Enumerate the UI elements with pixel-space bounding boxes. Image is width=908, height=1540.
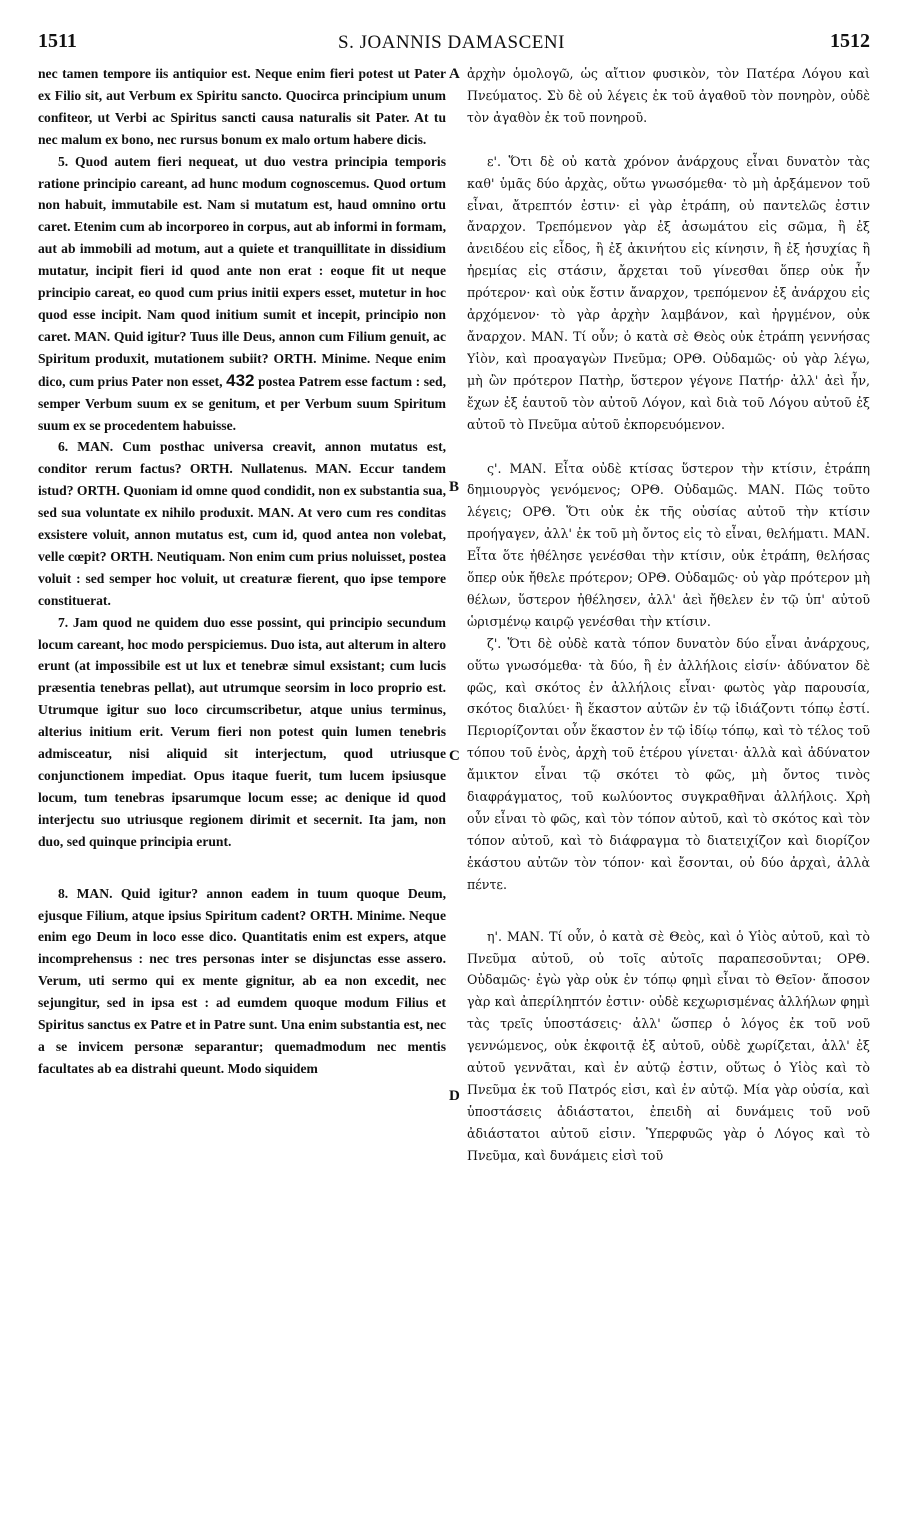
latin-paragraph-8: 8. MAN. Quid igitur? annon eadem in tuum quoque Deum, ejusque Filium, atque ipsius Spiritum cadent? ORTH. Minime. Neque enim ego Deum in loco esse dico. Quantitatis enim est expers, atque incomprehensus : nec tres personas inter se disjunctas esse assero. Verum, uti sermo qui ex mente gignitur, ab ea non excedit, nec sejungitur, sed in ipsa est : ad eumdem quoque modum Filius et Spiritus sanctus ex Patre et in Patre sunt. Una enim substantia est, nec a se invicem personæ separantur; quemadmodum nec mentis facultates ab ea distrahi queunt. Modo siquidem (38, 885, 446, 1076)
right-column-number: 1512 (830, 30, 870, 52)
margin-marker-d: D (449, 1088, 460, 1104)
greek-column (467, 63, 870, 1523)
latin-paragraph-5-tail: postea Patrem esse factum : sed, semper Verbum suum ex se genitum, et per Verbum suum Spiritum suum ex se procedentem habuisse. (38, 373, 446, 433)
greek-paragraph-5: ε'. Ὅτι δὲ οὐ κατὰ χρόνον ἀνάρχους εἶναι δυνατὸν τὰς καθ' ὑμᾶς δύο ἀρχὰς, οὕτω γνωσόμεθα· τὸ μὴ ἀρξάμενον τοῦ εἶναι, ἄτρεπτόν ἐστιν· εἰ γὰρ ἐτράπη, οὐ παντελῶς ἐστιν ἄναρχον. Τρεπόμενον γὰρ ἐξ ἀσωμάτου εἰς σῶμα, ἢ ἐξ ἀνειδέου εἰς εἶδος, ἢ ἐξ ἀκινήτου εἰς κίνησιν, ἢ ἐξ ἡσυχίας ἢ ἠρεμίας εἰς στάσιν, ἄρχεται τοῦ γίνεσθαι ὅπερ οὐκ ἦν πρότερον· καὶ οὐκ ἔστιν ἄναρχον, τρεπόμενον ἐξ ἀνάρχου εἰς ἀρχόμενον· τὸ γὰρ ἀρχὴν λαμβάνον, καὶ ἠργμένον, οὐκ ἄναρχον. ΜΑΝ. Τί οὖν; ὁ κατὰ σὲ Θεὸς οὐκ ἐτράπη γεννήσας Υἱὸν, καὶ προαγαγὼν Πνεῦμα; ΟΡΘ. Οὐδαμῶς· οὐ γὰρ λέγω, μὴ ὢν πρότερον Πατὴρ, ὕστερον γέγονε Πατήρ· ἀλλ' ἀεὶ ἦν, ἔχων ἐξ ἑαυτοῦ τὸν αὐτοῦ Λόγον, καὶ διὰ τοῦ Λόγου αὐτοῦ ἐξ αὐτοῦ τὸ Πνεῦμα αὐτοῦ ἐκπορευόμενον. (467, 153, 870, 432)
running-title: S. JOANNIS DAMASCENI (338, 32, 565, 53)
latin-column (38, 63, 446, 1523)
latin-paragraph-5-text: 5. Quod autem fieri nequeat, ut duo vestra principia temporis ratione principio careant, ad hunc modum cognoscemus. Quod ortum non habuit, immutabile est. Nam si mutatum est, haud omnino ortu caret. Etenim cum ab incorporeo in corpus, aut ab informi in formam, aut ab immobili ad motum, aut a quiete et tranquillitate in dissidium mutatur, incipit fieri id quod ante non erat : eoque fit ut neque principio careat, eo quod cum prius initii expers esset, mutetur in hoc quod esse incipit. Nam quod initium sumit et incepit, principio non caret. MAN. Quid igitur? Tuus ille Deus, annon cum Filium genuit, ac Spiritum produxit, mutationem subiit? ORTH. Minime. Neque enim dico, cum prius Pater non esset, (38, 153, 446, 389)
latin-paragraph-7: 7. Jam quod ne quidem duo esse possint, qui principio secundum locum careant, hoc modo perspiciemus. Duo ista, aut alterum in altero erunt (at impossibile est ut lux et tenebræ simul exsistant; cum lucis præsentia tenebras pellat), aut utrumque seorsim in loco proprio est. Utrumque igitur suo loco circumscribetur, atque unius terminus, alterius initium erit. Verum fieri non potest quin lumen tenebris admisceatur, nisi aliquid sit interjectum, quod utriusque conjunctionem impediat. Opus itaque fuerit, tum lucem ipsiusque locum, tum tenebras ipsarumque locum esse; ac denique id quod interjectu suo utriusque regionem dirimit et secernit. Ita jam, non duo, sed quinque principia erunt. (38, 614, 446, 849)
margin-marker-a: A (449, 66, 460, 82)
greek-paragraph-6: ς'. ΜΑΝ. Εἶτα οὐδὲ κτίσας ὕστερον τὴν κτίσιν, ἐτράπη δημιουργὸς γενόμενος; ΟΡΘ. Οὐδαμῶς. ΜΑΝ. Πῶς τοῦτο λέγεις; ΟΡΘ. Ὅτι οὐκ ἐκ τῆς οὐσίας αὐτοῦ τὴν κτίσιν προήγαγεν, ἀλλ' ἐκ τοῦ μὴ ὄντος εἰς τὸ εἶναι, θελήματι. ΜΑΝ. Εἶτα ὅτε ἠθέλησε γενέσθαι τὴν κτίσιν, οὐκ ἐτράπη, θελήσας ὅπερ οὐκ ἤθελε πρότερον; ΟΡΘ. Οὐδαμῶς· οὐ γὰρ πρότερον μὴ θέλων, ὕστερον ἠθέλησεν, ἀλλ' ἀεὶ ἤθελεν ἐν τῷ ὑπ' αὐτοῦ ὡρισμένῳ καιρῷ γενέσθαι τὴν κτίσιν. (467, 460, 870, 629)
margin-marker-c: C (449, 748, 460, 764)
latin-paragraph: nec tamen tempore iis antiquior est. Neque enim fieri potest ut Pater ex Filio sit, aut Verbum ex Spiritu sancto. Quocirca principium unum confiteor, ut Verbi ac Spiritus sancti causa naturalis sit Pater. At tu nec malum ex bono, nec rursus bonum ex malo ortum habere dicis. (38, 66, 446, 147)
greek-paragraph: ἀρχὴν ὁμολογῶ, ὡς αἴτιον φυσικὸν, τὸν Πατέρα Λόγου καὶ Πνεύματος. Σὺ δὲ οὐ λέγεις ἐκ τοῦ ἀγαθοῦ τὸν πονηρὸν, οὐδὲ τὸν ἀγαθὸν ἐκ τοῦ πονηροῦ. (467, 66, 870, 125)
inline-column-number: 432 (226, 370, 255, 390)
latin-paragraph-5a (38, 151, 446, 437)
greek-paragraph-7: ζ'. Ὅτι δὲ οὐδὲ κατὰ τόπον δυνατὸν δύο εἶναι ἀνάρχους, οὕτω γνωσόμεθα· τὰ δύο, ἢ ἐν ἀλλήλοις εἰσίν· ἀδύνατον δὲ φῶς, καὶ σκότος ἐν ἀλλήλοις εἶναι· φωτὸς γὰρ παρουσία, σκότος διαλύει· ἢ ἕκαστον αὐτῶν ἐν τῷ ἰδιάζοντι τόπῳ ἐστί. Περιορίζονται οὖν ἕκαστον ἐν τῷ ἰδίῳ τόπῳ, καὶ τὸ τέλος τοῦ τόπου τοῦ ἑνὸς, ἀρχὴ τοῦ ἑτέρου γίνεται· ἀλλὰ καὶ ἀδύνατον ἄμικτον εἶναι τῷ σκότει τὸ φῶς, μὴ ὄντος τινὸς διαφράγματος, τοῦ κωλύοντος συγκραθῆναι ἀλλήλοις. Χρὴ οὖν εἶναι τὸ φῶς, καὶ τὸν τόπον αὐτοῦ, καὶ τὸ σκότος καὶ τὸν τόπον αὐτοῦ, καὶ τὸ διάφραγμα τὸ διατειχίζον καὶ διορίζον ἑκάστου αὐτῶν τὸν τόπον· καὶ ἔσονται, οὐ δύο ἀρχαὶ, ἀλλὰ πέντε. (467, 635, 870, 892)
page-header (38, 30, 870, 60)
greek-paragraph-8: η'. ΜΑΝ. Τί οὖν, ὁ κατὰ σὲ Θεὸς, καὶ ὁ Υἱὸς αὐτοῦ, καὶ τὸ Πνεῦμα αὐτοῦ, οὐ τοῖς αὐτοῖς παραπεσοῦνται; ΟΡΘ. Οὐδαμῶς· ἐγὼ γὰρ οὐκ ἐν τόπῳ φημὶ εἶναι τὸ Θεῖον· ἄποσον γὰρ καὶ ἀπερίληπτόν ἐστιν· οὐδὲ κεχωρισμένας ἀλλήλων φημὶ τὰς τρεῖς ὑποστάσεις· ἀλλ' ὥσπερ ὁ λόγος ἐκ τοῦ νοῦ γεννώμενος, οὐκ ἐκφοιτᾷ ἐξ αὐτοῦ, οὐδὲ χωρίζεται, ἀλλ' ἐξ αὐτοῦ γεννᾶται, καὶ ἐν αὐτῷ ἐστιν, οὕτως ὁ Υἱὸς καὶ τὸ Πνεῦμα ἐκ τοῦ Πατρός εἰσι, καὶ ἐν αὐτῷ. Μία γὰρ οὐσία, καὶ ὑποστάσεις ἀδιάστατοι, ἐπειδὴ αἱ δυνάμεις τοῦ νοῦ ἀδιάστατοι αὐτοῦ εἰσιν. Ὑπερφυῶς γὰρ ὁ Λόγος καὶ τὸ Πνεῦμα, καὶ δυνάμεις εἰσὶ τοῦ (467, 928, 870, 1163)
latin-paragraph-6: 6. MAN. Cum posthac universa creavit, annon mutatus est, conditor rerum factus? ORTH. Nullatenus. MAN. Eccur tandem istud? ORTH. Quoniam id omne quod condidit, non ex substantia sua, sed sua voluntate ex nihilo produxit. MAN. At vero cum res conditas exsistere voluit, annon mutatus est, cum id, quod antea non volebat, velle cœpit? ORTH. Neutiquam. Non enim cum prius noluisset, postea voluit : sed semper hoc voluit, ut creaturæ fierent, quo ipse tempore constituerat. (38, 439, 446, 608)
left-column-number: 1511 (38, 30, 77, 52)
margin-marker-b: B (449, 479, 460, 495)
